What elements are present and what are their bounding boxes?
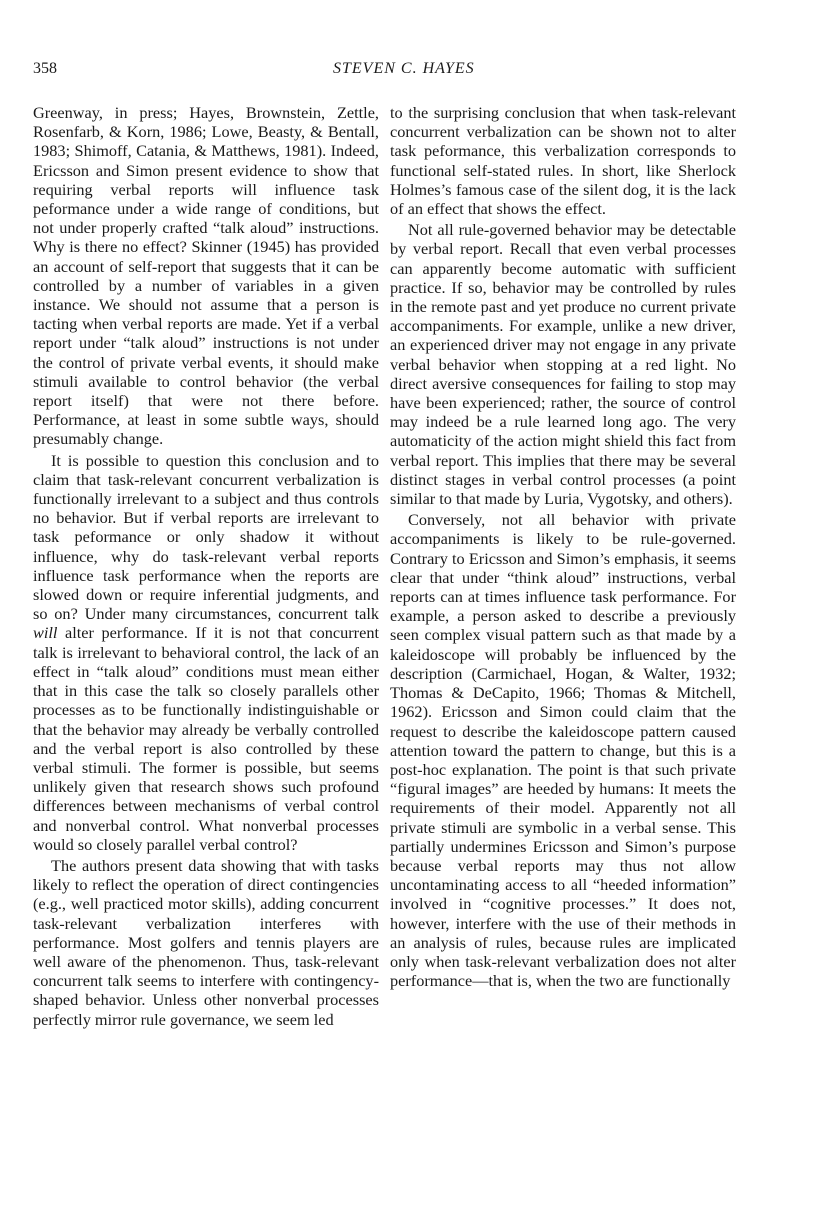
paragraph-text: It is possible to question this conclusion and to claim that task-relevant concurrent verbalization is functionally irrelevant to a subject and thus controls no behavior. But if verbal reports are irrelevant to task peformance or only shadow it without influence, why do task-relevant verbal reports influence task performance when the reports are slowed down or require inferential judgments, and so on? Under many circumstances, concurrent talk <box>33 450 379 624</box>
emphasis-will: will <box>33 623 58 643</box>
page-header <box>33 60 780 84</box>
left-column <box>33 103 379 1029</box>
paragraph: Not all rule-governed behavior may be detectable by verbal report. Recall that even verbal processes can apparently become automatic with sufficient practice. If so, behavior may be controlled by rules in the remote past and yet produce no current private accompaniments. For example, unlike a new driver, an experienced driver may not engage in any private verbal behavior when stopping at a red light. No direct aversive consequences for failing to stop may have been experienced; rather, the source of control may indeed be a rule learned long ago. The very automaticity of the action might shield this fact from verbal report. This implies that there may be several distinct stages in verbal control processes (a point similar to that made by Luria, Vygotsky, and others). <box>390 220 736 509</box>
paragraph-text: alter performance. If it is not that concurrent talk is irrelevant to behavioral control, the lack of an effect in “talk aloud” conditions must mean either that in this case the talk so closely parallels other processes as to be functionally indistinguishable or that the behavior may already be verbally controlled and the verbal report is also controlled by these verbal stimuli. The former is possible, but seems unlikely given that research shows such profound differences between mechanisms of verbal control and nonverbal control. What nonverbal processes would so closely parallel verbal control? <box>33 623 379 854</box>
paragraph: Conversely, not all behavior with private accompaniments is likely to be rule-governed. Contrary to Ericsson and Simon’s emphasis, it seems clear that under “think aloud” instructions, verbal reports can at times influence task performance. For example, a person asked to describe a previously seen complex visual pattern such as that made by a kaleidoscope will probably be influenced by the description (Carmichael, Hogan, & Walter, 1932; Thomas & DeCapito, 1966; Thomas & Mitchell, 1962). Ericsson and Simon could claim that the request to describe the kaleidoscope pattern caused attention toward the pattern to change, but this is a post-hoc explanation. The point is that such private “figural images” are heeded by humans: It meets the requirements of their model. Apparently not all private stimuli are symbolic in a verbal sense. This partially undermines Ericsson and Simon’s purpose because verbal reports may thus not allow uncontaminating access to all “heeded information” involved in “cognitive processes.” It does not, however, interfere with the use of their methods in an analysis of rules, because rules are implicated only when task-relevant verbalization does not alter performance—that is, when the two are functionally <box>390 510 736 991</box>
paragraph <box>33 451 379 854</box>
right-column <box>390 103 736 990</box>
paragraph-continued: to the surprising conclusion that when task-relevant concurrent verbalization can be shown not to alter task peformance, this verbalization corresponds to functional self-stated rules. In short, like Sherlock Holmes’s famous case of the silent dog, it is the lack of an effect that shows the effect. <box>390 103 736 219</box>
page-number: 358 <box>33 60 57 77</box>
paragraph-continued: Greenway, in press; Hayes, Brownstein, Zettle, Rosenfarb, & Korn, 1986; Lowe, Beasty, & Bentall, 1983; Shimoff, Catania, & Matthews, 1981). Indeed, Ericsson and Simon present evidence to show that requiring verbal reports will influence task peformance under a wide range of conditions, but not under properly crafted “talk aloud” instructions. Why is there no effect? Skinner (1945) has provided an account of self-report that suggests that it can be controlled by a number of variables in a given instance. We should not assume that a person is tacting when verbal reports are made. Yet if a verbal report under “talk aloud” instructions is not under the control of private verbal events, it should make stimuli available to control behavior (the verbal report itself) that were not there before. Performance, at least in some subtle ways, should presumably change. <box>33 103 379 449</box>
running-head-author: STEVEN C. HAYES <box>333 60 475 77</box>
paragraph: The authors present data showing that with tasks likely to reflect the operation of direct contingencies (e.g., well practiced motor skills), adding concurrent task-relevant verbalization interferes with performance. Most golfers and tennis players are well aware of the phenomenon. Thus, task-relevant concurrent talk seems to interfere with contingency-shaped behavior. Unless other nonverbal processes perfectly mirror rule governance, we seem led <box>33 855 379 1029</box>
